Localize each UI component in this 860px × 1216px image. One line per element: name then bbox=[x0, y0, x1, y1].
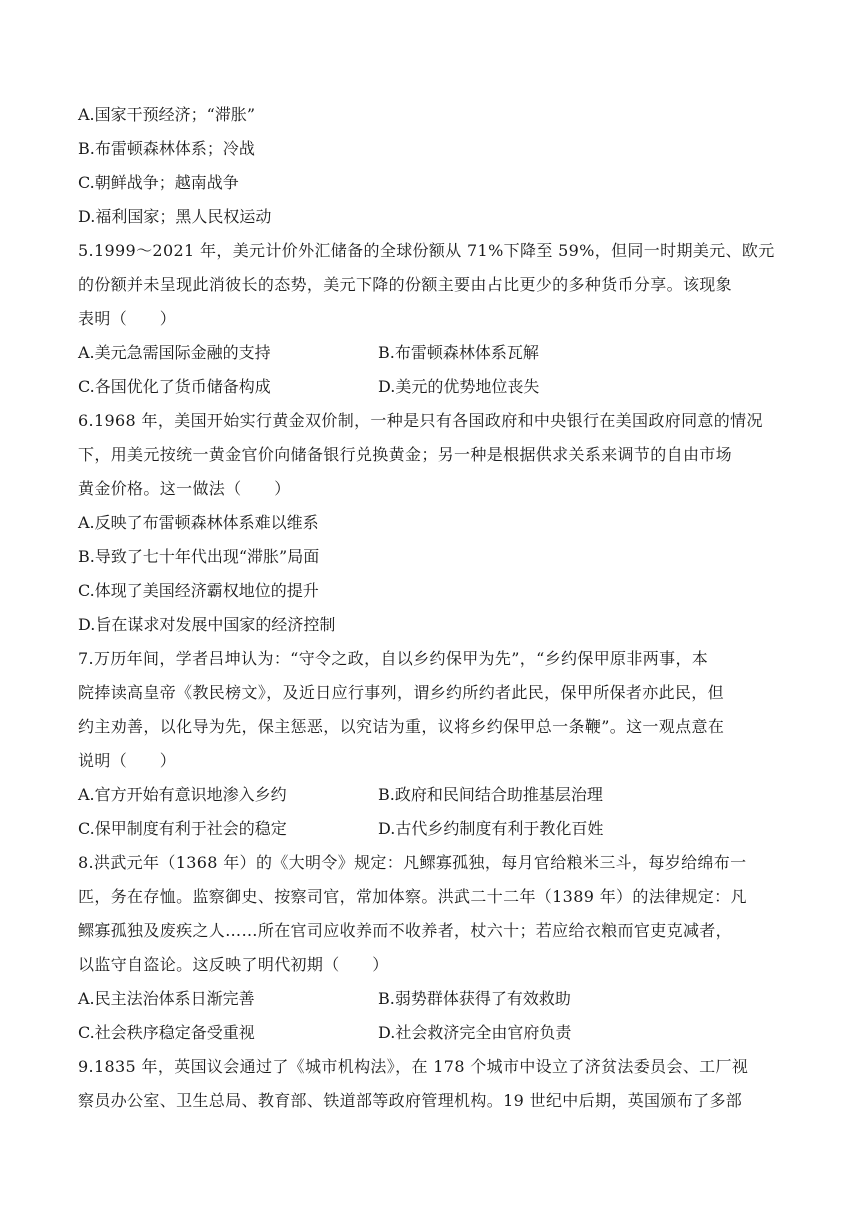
q8-stem-line-2: 匹，务在存恤。监察御史、按察司官，常加体察。洪武二十二年（1389 年）的法律规定：凡 bbox=[78, 887, 747, 906]
q5-stem-line-3: 表明（ ） bbox=[78, 309, 177, 328]
q8-stem-line-4: 以监守自盗论。这反映了明代初期（ ） bbox=[78, 955, 389, 974]
q5-option-a: A.美元急需国际金融的支持 bbox=[78, 343, 271, 362]
q6-option-b: B.导致了七十年代出现“滞胀”局面 bbox=[78, 547, 320, 566]
q8-option-a: A.民主法治体系日渐完善 bbox=[78, 989, 255, 1008]
q6-stem-line-1: 6.1968 年，美国开始实行黄金双价制，一种是只有各国政府和中央银行在美国政府同意的情况 bbox=[78, 411, 763, 430]
q7-stem-line-1: 7.万历年间，学者吕坤认为：“守令之政，自以乡约保甲为先”，“乡约保甲原非两事，本 bbox=[78, 649, 709, 668]
q9-stem-line-1: 9.1835 年，英国议会通过了《城市机构法》，在 178 个城市中设立了济贫法委员会、工厂视 bbox=[78, 1057, 749, 1076]
q5-option-b: B.布雷顿森林体系瓦解 bbox=[378, 343, 539, 362]
q5-option-c: C.各国优化了货币储备构成 bbox=[78, 377, 271, 396]
q6-option-d: D.旨在谋求对发展中国家的经济控制 bbox=[78, 615, 336, 634]
q7-option-c: C.保甲制度有利于社会的稳定 bbox=[78, 819, 287, 838]
q8-stem-line-3: 鳏寡孤独及废疾之人……所在官司应收养而不收养者，杖六十；若应给衣粮而官吏克减者， bbox=[78, 921, 733, 940]
q5-stem-line-1: 5.1999～2021 年，美元计价外汇储备的全球份额从 71%下降至 59%，但同一时期美元、欧元 bbox=[78, 241, 775, 260]
q6-stem-line-3: 黄金价格。这一做法（ ） bbox=[78, 479, 291, 498]
q7-stem-line-3: 约主劝善，以化导为先，保主惩恶，以究诘为重，议将乡约保甲总一条鞭”。这一观点意在 bbox=[78, 717, 725, 736]
q4-option-b: B.布雷顿森林体系；冷战 bbox=[78, 139, 255, 158]
q6-stem-line-2: 下，用美元按统一黄金官价向储备银行兑换黄金；另一种是根据供求关系来调节的自由市场 bbox=[78, 445, 733, 464]
q7-option-d: D.古代乡约制度有利于教化百姓 bbox=[378, 819, 604, 838]
q9-stem-line-2: 察员办公室、卫生总局、教育部、铁道部等政府管理机构。19 世纪中后期，英国颁布了多部 bbox=[78, 1091, 743, 1110]
q8-stem-line-1: 8.洪武元年（1368 年）的《大明令》规定：凡鳏寡孤独，每月官给粮米三斗，每岁给绵布一 bbox=[78, 853, 747, 872]
q5-option-d: D.美元的优势地位丧失 bbox=[378, 377, 540, 396]
q8-option-c: C.社会秩序稳定备受重视 bbox=[78, 1023, 255, 1042]
q7-option-a: A.官方开始有意识地渗入乡约 bbox=[78, 785, 287, 804]
q4-option-a: A.国家干预经济；“滞胀” bbox=[78, 105, 256, 124]
q7-stem-line-4: 说明（ ） bbox=[78, 751, 177, 770]
q4-option-d: D.福利国家；黑人民权运动 bbox=[78, 207, 272, 226]
q4-option-c: C.朝鲜战争；越南战争 bbox=[78, 173, 239, 192]
q5-stem-line-2: 的份额并未呈现此消彼长的态势，美元下降的份额主要由占比更少的多种货币分享。该现象 bbox=[78, 275, 733, 294]
q6-option-a: A.反映了布雷顿森林体系难以维系 bbox=[78, 513, 319, 532]
q6-option-c: C.体现了美国经济霸权地位的提升 bbox=[78, 581, 319, 600]
q8-option-d: D.社会救济完全由官府负责 bbox=[378, 1023, 572, 1042]
q7-option-b: B.政府和民间结合助推基层治理 bbox=[378, 785, 603, 804]
q7-stem-line-2: 院捧读高皇帝《教民榜文》，及近日应行事列，谓乡约所约者此民，保甲所保者亦此民，但 bbox=[78, 683, 725, 702]
q8-option-b: B.弱势群体获得了有效救助 bbox=[378, 989, 571, 1008]
